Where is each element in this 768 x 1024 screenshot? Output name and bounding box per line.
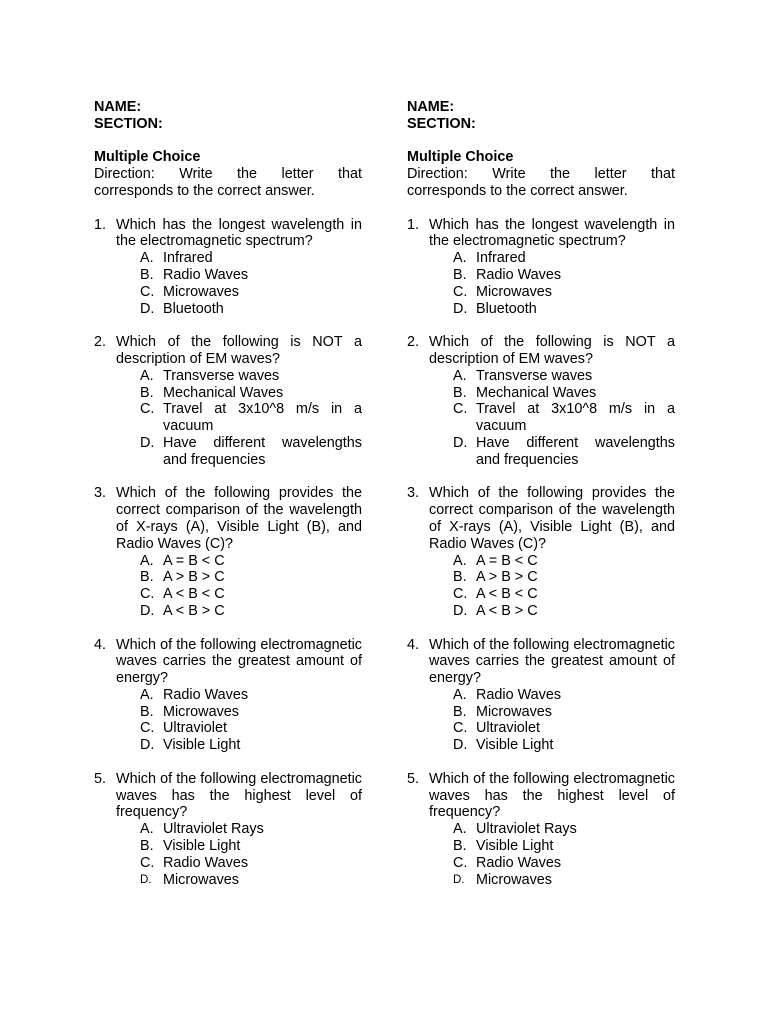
- quiz-sheet-right: [407, 99, 675, 888]
- question-number: 5.: [94, 770, 107, 787]
- option-letter: B.: [140, 384, 154, 401]
- option-letter: B.: [453, 384, 467, 401]
- option-text: Visible Light: [476, 838, 554, 855]
- option-letter: D.: [453, 737, 468, 754]
- question-text: Which of the following electromagnetic waves carries the greatest amount of energy?: [429, 636, 675, 687]
- option: [453, 603, 675, 620]
- heading: Multiple Choice: [94, 149, 201, 166]
- option-letter: D.: [453, 602, 468, 619]
- option: [140, 553, 362, 570]
- option-letter: A.: [140, 250, 154, 267]
- option: [453, 368, 675, 385]
- question: [94, 217, 362, 318]
- option-list: [453, 821, 675, 888]
- question-text: Which has the longest wavelength in the electromagnetic spectrum?: [429, 216, 675, 250]
- question: [407, 334, 675, 468]
- option-letter: C.: [140, 586, 155, 603]
- option-text: A < B < C: [476, 586, 538, 603]
- option-text: Microwaves: [476, 283, 552, 300]
- option-text: Radio Waves: [163, 854, 249, 871]
- option: [140, 737, 362, 754]
- direction-text: Direction: Write the letter that corresponds to the correct answer.: [94, 166, 362, 199]
- option-letter: C.: [140, 401, 155, 418]
- option-letter: A.: [453, 686, 467, 703]
- option: [140, 301, 362, 318]
- option: [453, 250, 675, 267]
- option-text: Have different wavelengths and frequencies: [163, 434, 362, 468]
- option: [453, 385, 675, 402]
- option-letter: C.: [140, 854, 155, 871]
- option: [453, 720, 675, 737]
- option-letter: D.: [140, 300, 155, 317]
- option-letter: A.: [453, 821, 467, 838]
- option: [140, 704, 362, 721]
- option: [453, 435, 675, 469]
- option: [140, 368, 362, 385]
- question: [407, 485, 675, 619]
- question-text: Which has the longest wavelength in the electromagnetic spectrum?: [116, 216, 362, 250]
- option-text: Microwaves: [476, 703, 552, 720]
- option-text: Travel at 3x10^8 m/s in a vacuum: [476, 401, 675, 435]
- option-text: Ultraviolet Rays: [163, 821, 264, 838]
- option: [140, 569, 362, 586]
- option: [140, 821, 362, 838]
- option-letter: B.: [453, 838, 467, 855]
- question-number: 1.: [407, 216, 420, 233]
- option-text: A = B < C: [476, 552, 538, 569]
- option: [453, 838, 675, 855]
- question-number: 5.: [407, 770, 420, 787]
- option: [453, 855, 675, 872]
- section-label: SECTION:: [94, 115, 163, 132]
- option-text: Ultraviolet Rays: [476, 821, 577, 838]
- option: [140, 838, 362, 855]
- question: [94, 637, 362, 755]
- option-text: Transverse waves: [163, 367, 280, 384]
- question-number: 3.: [407, 485, 420, 502]
- option-text: A < B < C: [163, 586, 225, 603]
- option-text: Mechanical Waves: [163, 384, 284, 401]
- option: [453, 872, 675, 889]
- option-list: [453, 687, 675, 754]
- option-text: Transverse waves: [476, 367, 593, 384]
- option: [140, 250, 362, 267]
- option: [453, 401, 675, 435]
- option: [140, 586, 362, 603]
- question: [407, 637, 675, 755]
- option-text: Microwaves: [163, 871, 239, 888]
- question-text: Which of the following is NOT a description of EM waves?: [116, 334, 362, 367]
- option: [140, 720, 362, 737]
- option-text: Radio Waves: [163, 266, 249, 283]
- option-letter: C.: [453, 586, 468, 603]
- question: [94, 334, 362, 468]
- option-letter: C.: [140, 283, 155, 300]
- option: [453, 284, 675, 301]
- option-text: Travel at 3x10^8 m/s in a vacuum: [163, 401, 362, 435]
- option-letter: C.: [453, 283, 468, 300]
- option-letter: D.: [453, 873, 465, 886]
- option: [140, 855, 362, 872]
- option-text: Ultraviolet: [476, 720, 540, 737]
- option-letter: A.: [140, 552, 154, 569]
- option-letter: A.: [140, 821, 154, 838]
- option-letter: A.: [453, 250, 467, 267]
- option-text: Visible Light: [163, 838, 241, 855]
- option-letter: C.: [453, 401, 468, 418]
- option-text: A < B > C: [476, 602, 538, 619]
- option-list: [140, 250, 362, 317]
- option: [453, 704, 675, 721]
- question-text: Which of the following electromagnetic waves carries the greatest amount of energy?: [116, 636, 362, 687]
- question-number: 4.: [94, 636, 107, 653]
- option-text: Infrared: [163, 250, 213, 267]
- question-text: Which of the following provides the correct comparison of the wavelength of X-rays (A), Visible Light (B), and Radio Waves (C)?: [116, 485, 362, 552]
- option-text: Radio Waves: [476, 266, 562, 283]
- option-text: Visible Light: [476, 737, 554, 754]
- option-list: [140, 368, 362, 469]
- question: [94, 771, 362, 889]
- option-letter: B.: [140, 838, 154, 855]
- option-letter: B.: [453, 703, 467, 720]
- option: [453, 569, 675, 586]
- option-text: Microwaves: [163, 283, 239, 300]
- name-label: NAME:: [407, 99, 455, 115]
- direction-text: Direction: Write the letter that corresponds to the correct answer.: [407, 166, 675, 199]
- heading: Multiple Choice: [407, 149, 514, 166]
- option-text: Have different wavelengths and frequencies: [476, 434, 675, 468]
- option-letter: C.: [453, 720, 468, 737]
- quiz-sheet-left: [94, 99, 362, 888]
- option-list: [453, 368, 675, 469]
- option-letter: B.: [140, 569, 154, 586]
- question-text: Which of the following electromagnetic waves has the highest level of frequency?: [116, 770, 362, 821]
- option: [140, 267, 362, 284]
- option-text: Microwaves: [476, 871, 552, 888]
- option-text: Radio Waves: [476, 854, 562, 871]
- question: [94, 485, 362, 619]
- question-number: 4.: [407, 636, 420, 653]
- option-letter: D.: [140, 737, 155, 754]
- option-letter: A.: [140, 367, 154, 384]
- option-text: Bluetooth: [476, 300, 537, 317]
- option-text: A > B > C: [476, 569, 538, 586]
- option-letter: B.: [453, 266, 467, 283]
- option-letter: C.: [140, 720, 155, 737]
- option: [140, 603, 362, 620]
- question-text: Which of the following provides the correct comparison of the wavelength of X-rays (A), Visible Light (B), and Radio Waves (C)?: [429, 485, 675, 552]
- option: [453, 687, 675, 704]
- option: [140, 401, 362, 435]
- option-text: Visible Light: [163, 737, 241, 754]
- option-text: A = B < C: [163, 552, 225, 569]
- option-letter: D.: [453, 434, 468, 451]
- option: [453, 267, 675, 284]
- option-letter: A.: [453, 367, 467, 384]
- option: [453, 586, 675, 603]
- option-text: Bluetooth: [163, 300, 224, 317]
- option-list: [140, 687, 362, 754]
- option: [140, 872, 362, 889]
- option-text: Radio Waves: [163, 686, 249, 703]
- question-number: 1.: [94, 216, 107, 233]
- question-text: Which of the following is NOT a description of EM waves?: [429, 334, 675, 367]
- option-letter: C.: [453, 854, 468, 871]
- option-letter: B.: [453, 569, 467, 586]
- option-list: [453, 250, 675, 317]
- question: [407, 771, 675, 889]
- option-letter: A.: [453, 552, 467, 569]
- option-letter: D.: [140, 602, 155, 619]
- option: [453, 821, 675, 838]
- option-list: [453, 553, 675, 620]
- option: [140, 687, 362, 704]
- option: [453, 737, 675, 754]
- option-text: Mechanical Waves: [476, 384, 597, 401]
- name-label: NAME:: [94, 99, 142, 115]
- section-label: SECTION:: [407, 115, 476, 132]
- option-letter: A.: [140, 686, 154, 703]
- question-number: 3.: [94, 485, 107, 502]
- option-letter: D.: [453, 300, 468, 317]
- question: [407, 217, 675, 318]
- option-text: A < B > C: [163, 602, 225, 619]
- option-text: Ultraviolet: [163, 720, 227, 737]
- option: [140, 435, 362, 469]
- option-letter: D.: [140, 434, 155, 451]
- option-letter: D.: [140, 873, 152, 886]
- option-letter: B.: [140, 266, 154, 283]
- option-list: [140, 553, 362, 620]
- question-number: 2.: [94, 334, 107, 351]
- option-letter: B.: [140, 703, 154, 720]
- option-text: Microwaves: [163, 703, 239, 720]
- option-list: [140, 821, 362, 888]
- option-text: Radio Waves: [476, 686, 562, 703]
- option-text: A > B > C: [163, 569, 225, 586]
- question-number: 2.: [407, 334, 420, 351]
- option-text: Infrared: [476, 250, 526, 267]
- option: [140, 385, 362, 402]
- option: [140, 284, 362, 301]
- question-text: Which of the following electromagnetic waves has the highest level of frequency?: [429, 770, 675, 821]
- option: [453, 553, 675, 570]
- option: [453, 301, 675, 318]
